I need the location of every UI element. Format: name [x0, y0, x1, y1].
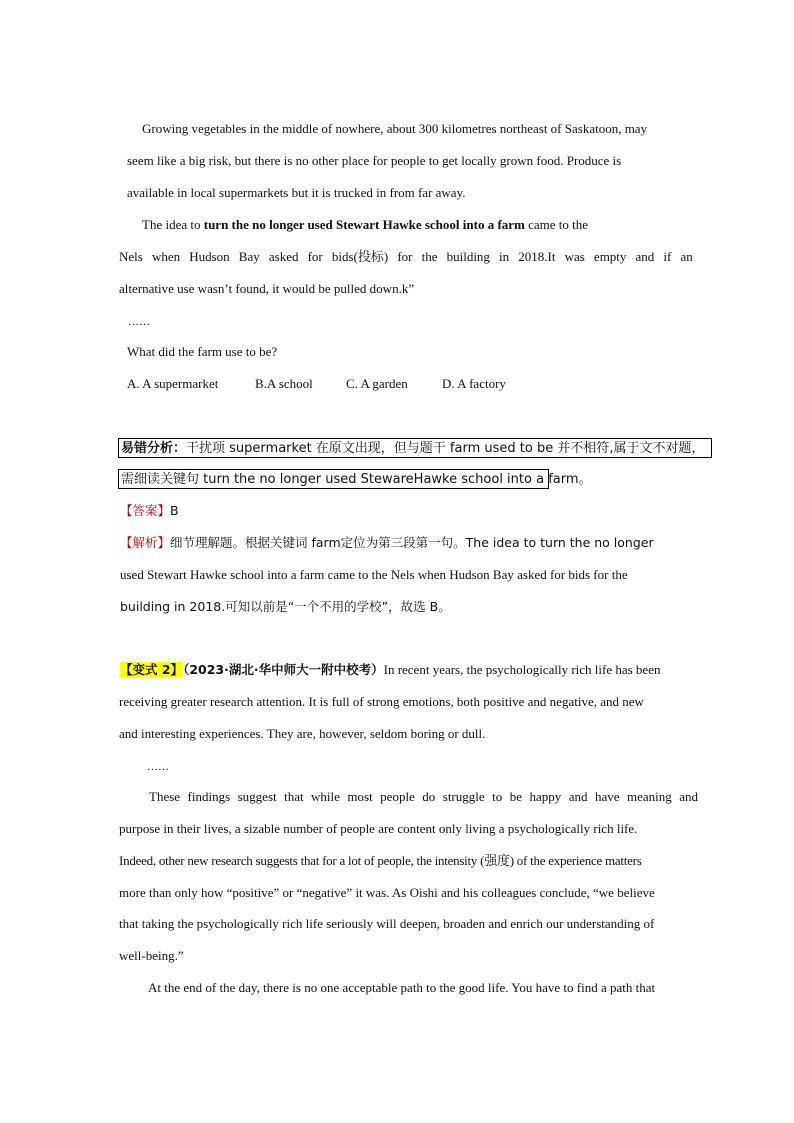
- passage-line: well-being.”: [119, 948, 184, 963]
- word: Hudson: [189, 249, 230, 264]
- text-fragment: The idea to: [142, 217, 204, 232]
- word: if: [663, 249, 672, 264]
- option-d: D. A factory: [442, 376, 506, 391]
- word: Nels: [119, 249, 143, 264]
- word: 2018.It: [518, 249, 556, 264]
- word: have: [594, 789, 620, 804]
- variant-heading-line: [120, 661, 660, 679]
- word: and: [635, 249, 655, 264]
- variant-source: （2023·湖北·华中师大一附中校考）: [183, 662, 384, 677]
- error-analysis-box: [118, 438, 712, 458]
- passage-line: more than only how “positive” or “negative” it was. As Oishi and his colleagues conclude, “we believe: [119, 885, 655, 900]
- word: to: [492, 789, 503, 804]
- word: empty: [593, 249, 627, 264]
- word: building: [446, 249, 490, 264]
- option-c: C. A garden: [346, 376, 408, 391]
- passage-line: [142, 216, 705, 234]
- analysis-line: used Stewart Hawke school into a farm came to the Nels when Hudson Bay asked for bids for the: [120, 567, 628, 582]
- word: an: [680, 249, 693, 264]
- passage-line: that taking the psychologically rich life seriously will deepen, broaden and enrich our understanding of: [119, 916, 655, 931]
- word: struggle: [442, 789, 485, 804]
- analysis-text: 细节理解题。根据关键词 farm定位为第三段第一句。The idea to turn the no longer: [170, 535, 654, 550]
- passage-text: In recent years, the psychologically rich life has been: [383, 662, 661, 677]
- word: be: [509, 789, 522, 804]
- passage-line: receiving greater research attention. It is full of strong emotions, both positive and negative, and new: [119, 694, 644, 709]
- word: when: [151, 249, 181, 264]
- passage-line: and interesting experiences. They are, however, seldom boring or dull.: [119, 726, 486, 741]
- error-analysis-label: 易错分析：: [121, 441, 187, 456]
- word: while: [311, 789, 340, 804]
- word: the: [421, 249, 438, 264]
- ellipsis: ……: [147, 761, 169, 773]
- error-analysis-line: 干扰项 supermarket 在原文出现，但与题干 farm used to be 并不相符,属于文不对题，: [186, 441, 705, 456]
- answer-label: 【答案】: [120, 503, 171, 518]
- question-text: What did the farm use to be?: [127, 344, 278, 359]
- word: was: [564, 249, 585, 264]
- word: suggest: [237, 789, 277, 804]
- error-analysis-line: 需细读关键句 turn the no longer used StewareHawke school into a farm。: [121, 472, 592, 487]
- bold-keyphrase: turn the no longer used Stewart Hawke school into a farm: [203, 217, 525, 232]
- text-fragment: came to the: [524, 217, 589, 232]
- word: happy: [529, 789, 562, 804]
- passage-line: available in local supermarkets but it is trucked in from far away.: [127, 185, 466, 200]
- answer-value: B: [170, 503, 179, 518]
- passage-line: At the end of the day, there is no one acceptable path to the good life. You have to find a path that: [148, 980, 656, 995]
- word: and: [679, 789, 698, 804]
- error-analysis-box: [118, 469, 592, 489]
- ellipsis: ……: [128, 316, 150, 328]
- word: do: [422, 789, 436, 804]
- word: and: [568, 789, 588, 804]
- word: meaning: [626, 789, 672, 804]
- word: for: [397, 249, 413, 264]
- analysis-label: 【解析】: [120, 535, 171, 550]
- word: for: [307, 249, 323, 264]
- passage-line: seem like a big risk, but there is no other place for people to get locally grown food. Produce is: [127, 153, 622, 168]
- analysis-line: building in 2018.可知以前是“一个不用的学校”，故选 B。: [120, 599, 451, 614]
- passage-line: [119, 248, 693, 266]
- option-a: A. A supermarket: [127, 376, 219, 391]
- passage-line: Growing vegetables in the middle of nowhere, about 300 kilometres northeast of Saskatoon, may: [142, 121, 648, 136]
- word: that: [284, 789, 304, 804]
- word: asked: [268, 249, 299, 264]
- word: findings: [187, 789, 231, 804]
- analysis-line: [120, 534, 654, 552]
- word: bids(投标): [331, 249, 389, 264]
- answer: [120, 502, 179, 520]
- passage-line: Indeed, other new research suggests that for a lot of people, the intensity (强度) of the experience matters: [119, 853, 642, 868]
- word: in: [499, 249, 510, 264]
- word: people: [380, 789, 415, 804]
- word: These: [149, 789, 181, 804]
- passage-line: purpose in their lives, a sizable number of people are content only living a psychologically rich life.: [119, 821, 638, 836]
- passage-line: [149, 788, 698, 806]
- word: most: [347, 789, 373, 804]
- variant-tag: 【变式 2】: [120, 662, 184, 677]
- word: Bay: [238, 249, 260, 264]
- option-b: B.A school: [255, 376, 313, 391]
- passage-line: alternative use wasn’t found, it would be pulled down.k”: [119, 281, 415, 296]
